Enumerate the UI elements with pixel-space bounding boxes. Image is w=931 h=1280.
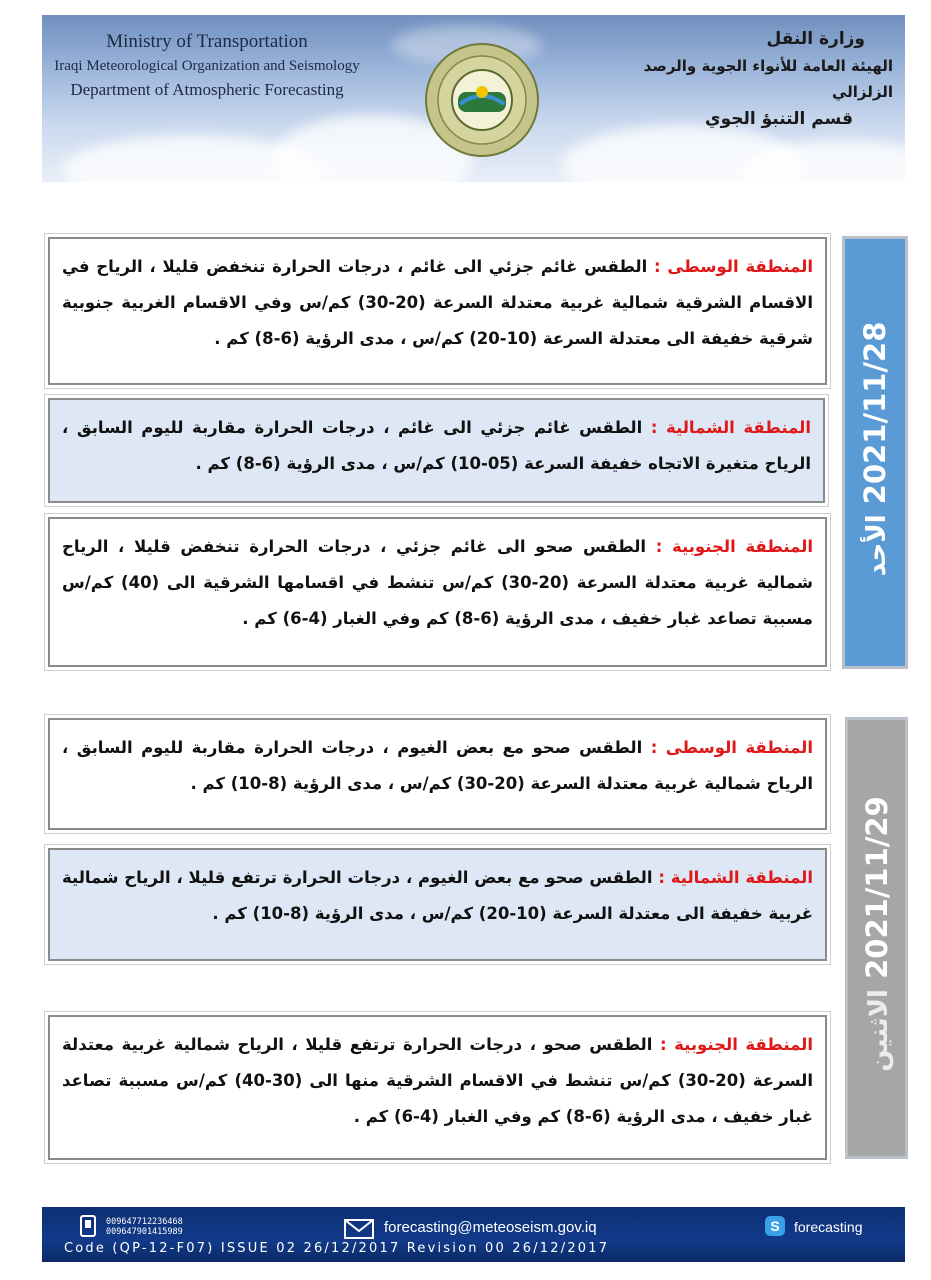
footer-bar — [42, 1207, 905, 1262]
forecast-text: الطقس صحو الى غائم جزئي ، درجات الحرارة تنخفض قليلا ، الرياح شمالية غربية معتدلة السرعة (20-30) كم/س تنشط في اقسامها الشرقية الى (40) كم/س مسببة تصاعد غبار خفيف ، مدى الرؤية (6-8) كم وفي الغبار (4-6) كم . — [62, 537, 813, 628]
forecast-text: الطقس غائم جزئي الى غائم ، درجات الحرارة مقاربة لليوم السابق ، الرياح متغيرة الاتجاه خفيفة السرعة (05-10) كم/س ، مدى الرؤية (6-8) كم . — [62, 418, 811, 473]
day1-name: الأحد — [862, 513, 892, 576]
region-label: المنطقة الوسطى : — [650, 738, 813, 757]
header-banner — [42, 15, 905, 182]
forecast-day2-south — [48, 1015, 827, 1160]
document-code: Code (QP-12-F07) ISSUE 02 26/12/2017 Revision 00 26/12/2017 — [64, 1241, 610, 1256]
forecast-text: الطقس صحو ، درجات الحرارة ترتفع قليلا ، الرياح شمالية غربية معتدلة السرعة (20-30) كم/س تنشط في الاقسام الشرقية منها الى (30-40) كم/س مسببة تصاعد غبار خفيف ، مدى الرؤية (6-8) كم وفي الغبار (4-6) كم . — [62, 1035, 813, 1126]
mail-icon — [344, 1219, 374, 1239]
forecast-text: الطقس غائم جزئي الى غائم ، درجات الحرارة تنخفض قليلا ، الرياح في الاقسام الشرقية شمالية غربية معتدلة السرعة (20-30) كم/س وفي الاقسام الغربية جنوبية شرقية خفيفة الى معتدلة السرعة (10-20) كم/س ، مدى الرؤية (6-8) كم . — [62, 257, 813, 348]
phone-number-2: 009647901415989 — [106, 1227, 183, 1237]
department-name-en: Department of Atmospheric Forecasting — [70, 80, 344, 99]
forecast-day2-north — [48, 848, 827, 961]
region-label: المنطقة الشمالية : — [658, 868, 813, 887]
phone-number-1: 009647712236468 — [106, 1217, 183, 1227]
header-arabic — [593, 25, 893, 133]
organization-seal-logo — [422, 40, 542, 160]
forecast-day2-central — [48, 718, 827, 830]
forecast-text: الطقس صحو مع بعض الغيوم ، درجات الحرارة مقاربة لليوم السابق ، الرياح شمالية غربية معتدلة السرعة (20-30) كم/س ، مدى الرؤية (8-10) كم . — [62, 738, 813, 793]
ministry-name-en: Ministry of Transportation — [106, 31, 308, 52]
department-name-ar: قسم التنبؤ الجوي — [705, 109, 853, 129]
region-label: المنطقة الجنوبية : — [659, 1035, 814, 1054]
organization-name-en: Iraqi Meteorological Organization and Seismology — [54, 58, 360, 74]
phone-numbers — [106, 1217, 183, 1237]
organization-name-ar: الهيئة العامة للأنواء الجوية والرصد الزلزالي — [643, 57, 893, 101]
region-label: المنطقة الوسطى : — [654, 257, 813, 276]
forecast-day1-north — [48, 398, 825, 503]
header-english — [42, 29, 372, 103]
region-label: المنطقة الجنوبية : — [655, 537, 813, 556]
forecast-day1-south — [48, 517, 827, 667]
skype-handle[interactable]: forecasting — [794, 1219, 863, 1235]
region-label: المنطقة الشمالية : — [650, 418, 812, 437]
ministry-name-ar: وزارة النقل — [766, 29, 865, 49]
forecast-day1-central — [48, 237, 827, 385]
phone-icon — [80, 1215, 96, 1237]
skype-icon: S — [765, 1216, 785, 1236]
date-column-day2 — [845, 717, 908, 1159]
forecast-text: الطقس صحو مع بعض الغيوم ، درجات الحرارة ترتفع قليلا ، الرياح شمالية غربية خفيفة الى معتدلة السرعة (10-20) كم/س ، مدى الرؤية (8-10) كم . — [62, 868, 813, 923]
email-link[interactable]: forecasting@meteoseism.gov.iq — [384, 1219, 597, 1236]
day2-name: الاثنين — [863, 989, 894, 1072]
day1-date: 2021/11/28 — [858, 321, 892, 504]
day2-date: 2021/11/29 — [859, 796, 894, 979]
date-column-day1 — [842, 236, 908, 669]
